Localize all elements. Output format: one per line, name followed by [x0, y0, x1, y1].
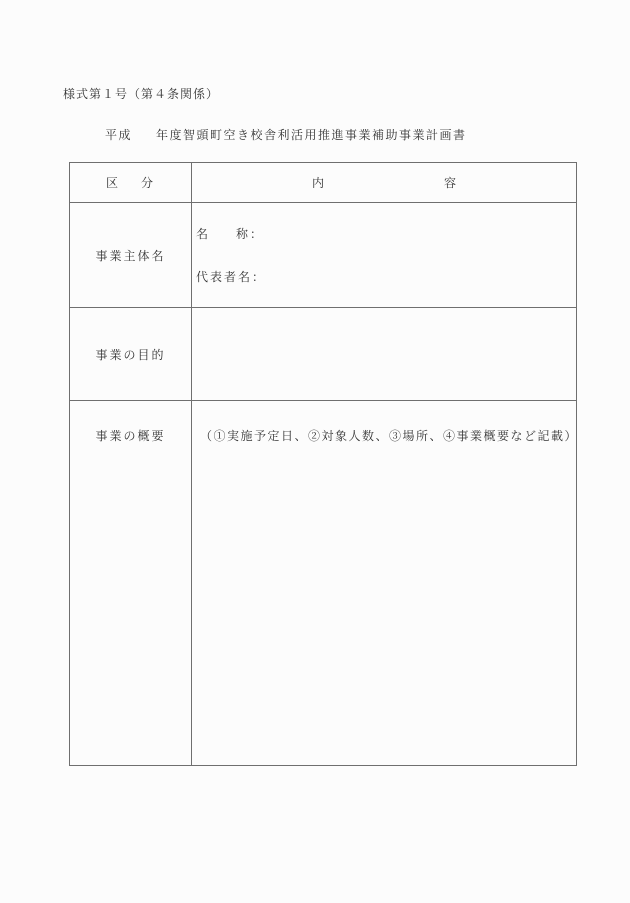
header-category	[70, 163, 192, 203]
field-representative-label: 代表者名	[196, 270, 253, 284]
form-number: 様式第１号（第４条関係）	[63, 87, 220, 101]
overview-content-cell[interactable]	[192, 401, 577, 766]
overview-instruction-note: （①実施予定日、②対象人数、③場所、④事業概要など記載）	[200, 429, 579, 443]
field-representative[interactable]	[192, 268, 576, 285]
row-label-overview: 事業の概要	[70, 401, 192, 766]
header-category-char-1: 区	[106, 176, 121, 190]
table-header-row	[70, 163, 577, 203]
table-row-purpose	[70, 308, 577, 401]
row-label-entity: 事業主体名	[70, 203, 192, 308]
document-title	[105, 126, 467, 143]
header-content-char-2: 容	[443, 176, 456, 190]
field-name-label-1: 名	[196, 227, 211, 241]
table-row-entity	[70, 203, 577, 308]
title-main: 年度智頭町空き校舎利活用推進事業補助事業計画書	[156, 128, 467, 142]
header-category-char-2: 分	[140, 176, 155, 190]
header-content	[192, 163, 577, 203]
title-era: 平成	[105, 128, 133, 142]
entity-content-cell[interactable]	[192, 203, 577, 308]
plan-table	[69, 162, 577, 766]
row-label-purpose: 事業の目的	[70, 308, 192, 401]
field-name-colon: ：	[250, 227, 265, 241]
field-name-label-2: 称	[236, 227, 251, 241]
field-name[interactable]	[192, 225, 576, 242]
table-row-overview	[70, 401, 577, 766]
header-content-char-1: 内	[312, 176, 325, 190]
field-representative-colon: ：	[252, 270, 267, 284]
purpose-content-cell[interactable]	[192, 308, 577, 401]
